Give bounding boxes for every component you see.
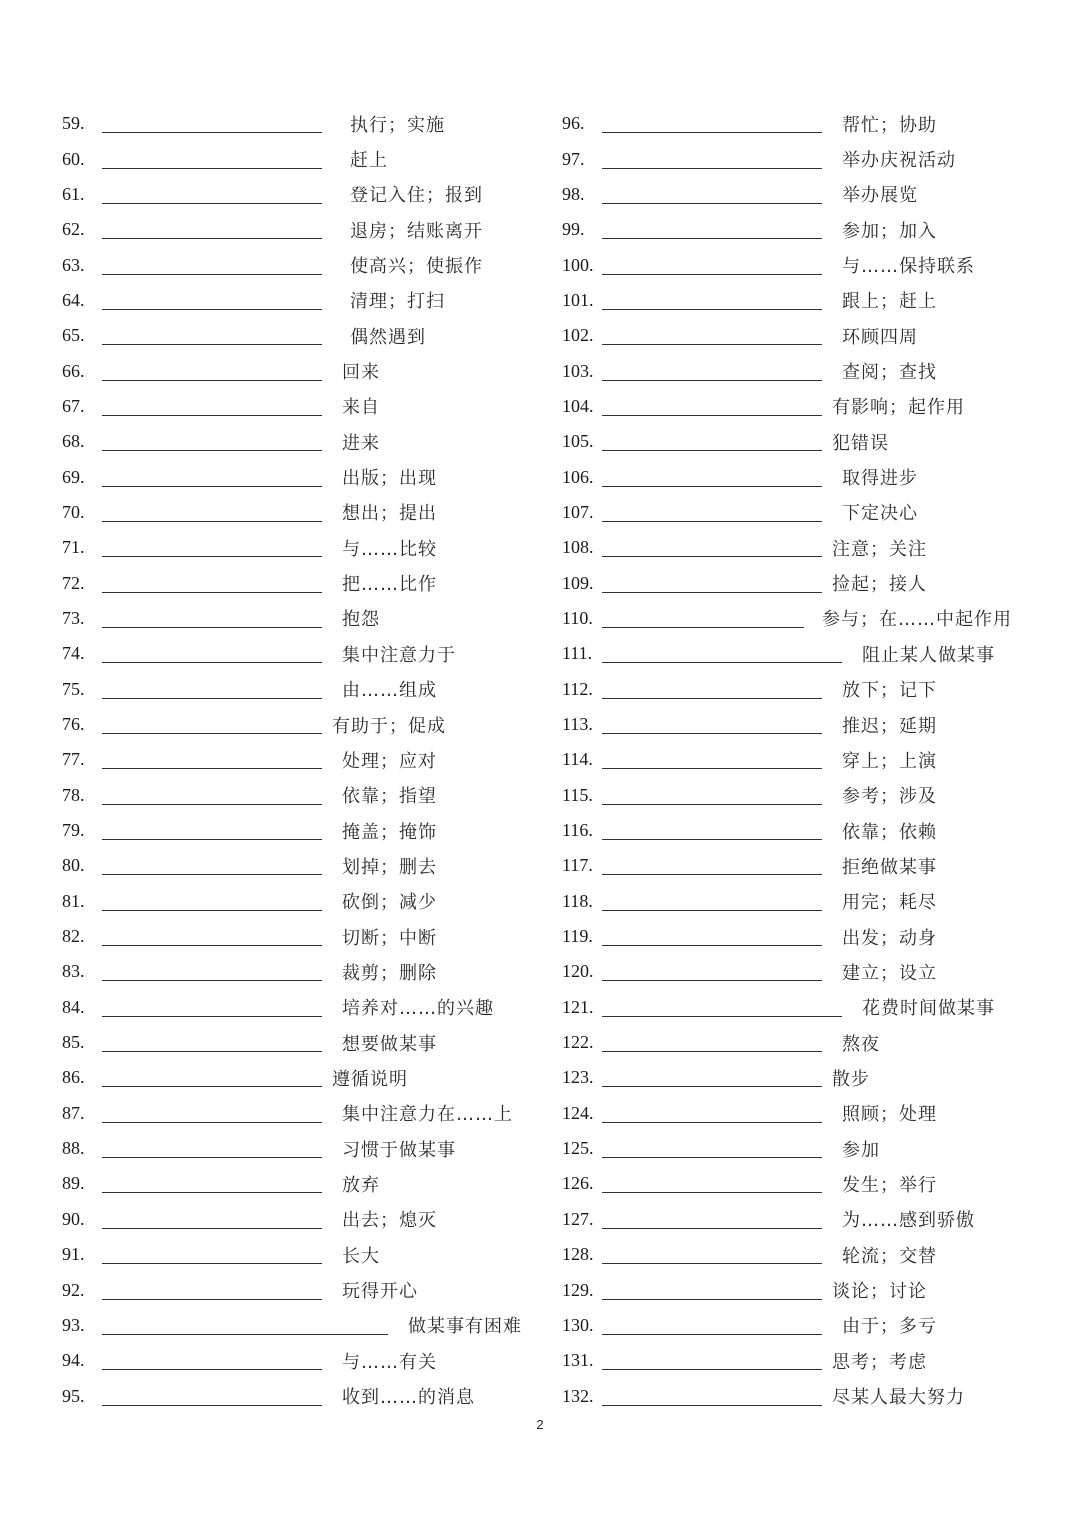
- item-number: 125.: [562, 1138, 594, 1159]
- answer-blank[interactable]: [602, 1312, 822, 1335]
- item-meaning: 捡起；接人: [832, 574, 927, 596]
- answer-blank[interactable]: [102, 711, 322, 734]
- item-number: 104.: [562, 395, 594, 416]
- item-meaning: 下定决心: [842, 503, 918, 525]
- item-meaning: 拒绝做某事: [842, 856, 937, 878]
- exercise-item: [562, 1096, 1012, 1131]
- exercise-item: [62, 1343, 522, 1378]
- item-meaning: 阻止某人做某事: [862, 644, 995, 666]
- item-number: 76.: [62, 714, 85, 735]
- item-meaning: 放下；记下: [842, 680, 937, 702]
- item-meaning: 由……组成: [342, 680, 437, 702]
- answer-blank[interactable]: [102, 1312, 388, 1335]
- answer-blank[interactable]: [102, 1206, 322, 1229]
- item-meaning: 出发；动身: [842, 927, 937, 949]
- exercise-item: [62, 106, 522, 141]
- item-meaning: 登记入住；报到: [350, 185, 483, 207]
- item-number: 83.: [62, 961, 85, 982]
- item-meaning: 来自: [342, 397, 380, 419]
- exercise-item: [562, 283, 1012, 318]
- answer-blank[interactable]: [102, 605, 322, 628]
- item-number: 93.: [62, 1314, 85, 1335]
- item-number: 100.: [562, 254, 594, 275]
- item-meaning: 依靠；依赖: [842, 821, 937, 843]
- item-meaning: 做某事有困难: [408, 1316, 522, 1338]
- answer-blank[interactable]: [102, 1064, 322, 1087]
- answer-blank[interactable]: [602, 464, 822, 487]
- item-meaning: 注意；关注: [832, 538, 927, 560]
- item-number: 88.: [62, 1138, 85, 1159]
- answer-blank[interactable]: [102, 640, 322, 663]
- item-number: 129.: [562, 1279, 594, 1300]
- answer-blank[interactable]: [102, 1100, 322, 1123]
- exercise-item: [62, 1308, 522, 1343]
- exercise-item: [562, 672, 1012, 707]
- item-number: 114.: [562, 749, 593, 770]
- answer-blank[interactable]: [602, 1135, 822, 1158]
- item-meaning: 有助于；促成: [332, 715, 446, 737]
- answer-blank[interactable]: [602, 994, 842, 1017]
- item-meaning: 遵循说明: [332, 1068, 408, 1090]
- item-number: 120.: [562, 961, 594, 982]
- item-number: 80.: [62, 855, 85, 876]
- exercise-item: [62, 707, 522, 742]
- item-meaning: 回来: [342, 362, 380, 384]
- item-meaning: 熬夜: [842, 1033, 880, 1055]
- answer-blank[interactable]: [602, 852, 822, 875]
- item-meaning: 与……比较: [342, 538, 437, 560]
- item-meaning: 使高兴；使振作: [350, 256, 483, 278]
- exercise-item: [62, 884, 522, 919]
- item-number: 64.: [62, 289, 85, 310]
- item-meaning: 把……比作: [342, 574, 437, 596]
- exercise-item: [62, 954, 522, 989]
- item-number: 62.: [62, 219, 85, 240]
- item-meaning: 偶然遇到: [350, 326, 426, 348]
- exercise-item: [562, 1060, 1012, 1095]
- answer-blank[interactable]: [102, 534, 322, 557]
- exercise-item: [562, 848, 1012, 883]
- item-meaning: 收到……的消息: [342, 1387, 475, 1409]
- exercise-item: [562, 990, 1012, 1025]
- item-meaning: 掩盖；掩饰: [342, 821, 437, 843]
- answer-blank[interactable]: [102, 1029, 322, 1052]
- item-number: 124.: [562, 1102, 594, 1123]
- item-number: 68.: [62, 431, 85, 452]
- exercise-item: [562, 565, 1012, 600]
- exercise-item: [562, 707, 1012, 742]
- answer-blank[interactable]: [602, 958, 822, 981]
- answer-blank[interactable]: [102, 1277, 322, 1300]
- exercise-item: [62, 1237, 522, 1272]
- exercise-item: [562, 212, 1012, 247]
- item-meaning: 帮忙；协助: [842, 114, 937, 136]
- answer-blank[interactable]: [602, 252, 822, 275]
- item-number: 98.: [562, 183, 585, 204]
- exercise-item: [62, 813, 522, 848]
- exercise-item: [562, 389, 1012, 424]
- item-number: 84.: [62, 996, 85, 1017]
- exercise-item: [562, 247, 1012, 282]
- answer-blank[interactable]: [102, 1241, 322, 1264]
- answer-blank[interactable]: [102, 358, 322, 381]
- exercise-item: [562, 601, 1012, 636]
- answer-blank[interactable]: [102, 746, 322, 769]
- item-meaning: 执行；实施: [350, 114, 445, 136]
- answer-blank[interactable]: [102, 216, 322, 239]
- exercise-item: [562, 318, 1012, 353]
- item-meaning: 参与；在……中起作用: [822, 609, 1012, 631]
- item-number: 106.: [562, 466, 594, 487]
- answer-blank[interactable]: [602, 499, 822, 522]
- item-number: 128.: [562, 1244, 594, 1265]
- exercise-item: [562, 1343, 1012, 1378]
- item-number: 132.: [562, 1385, 594, 1406]
- answer-blank[interactable]: [602, 1347, 822, 1370]
- exercise-item: [62, 283, 522, 318]
- answer-blank[interactable]: [102, 428, 322, 451]
- page-number: 2: [536, 1417, 544, 1432]
- item-meaning: 参加；加入: [842, 220, 937, 242]
- item-number: 99.: [562, 219, 585, 240]
- item-number: 116.: [562, 820, 593, 841]
- exercise-item: [62, 318, 522, 353]
- answer-blank[interactable]: [102, 464, 322, 487]
- exercise-item: [562, 1166, 1012, 1201]
- exercise-item: [62, 495, 522, 530]
- exercise-item: [62, 601, 522, 636]
- item-meaning: 处理；应对: [342, 750, 437, 772]
- exercise-item: [562, 459, 1012, 494]
- item-number: 90.: [62, 1208, 85, 1229]
- item-number: 127.: [562, 1208, 594, 1229]
- item-number: 130.: [562, 1314, 594, 1335]
- exercise-item: [62, 848, 522, 883]
- exercise-item: [62, 778, 522, 813]
- item-meaning: 砍倒；减少: [342, 892, 437, 914]
- item-number: 71.: [62, 537, 85, 558]
- answer-blank[interactable]: [602, 146, 822, 169]
- answer-blank[interactable]: [102, 817, 322, 840]
- item-number: 70.: [62, 501, 85, 522]
- item-meaning: 依靠；指望: [342, 786, 437, 808]
- item-number: 97.: [562, 148, 585, 169]
- answer-blank[interactable]: [602, 676, 822, 699]
- item-number: 96.: [562, 113, 585, 134]
- answer-blank[interactable]: [102, 676, 322, 699]
- item-number: 105.: [562, 431, 594, 452]
- item-number: 110.: [562, 607, 593, 628]
- exercise-item: [562, 1131, 1012, 1166]
- exercise-item: [562, 778, 1012, 813]
- item-number: 117.: [562, 855, 593, 876]
- item-meaning: 犯错误: [832, 432, 889, 454]
- exercise-item: [62, 424, 522, 459]
- item-meaning: 集中注意力于: [342, 644, 456, 666]
- answer-blank[interactable]: [602, 322, 822, 345]
- item-meaning: 用完；耗尽: [842, 892, 937, 914]
- exercise-item: [62, 212, 522, 247]
- item-number: 121.: [562, 996, 594, 1017]
- answer-blank[interactable]: [102, 393, 322, 416]
- answer-blank[interactable]: [102, 1135, 322, 1158]
- answer-blank[interactable]: [102, 110, 322, 133]
- item-number: 77.: [62, 749, 85, 770]
- answer-blank[interactable]: [602, 181, 822, 204]
- exercise-item: [62, 353, 522, 388]
- answer-blank[interactable]: [602, 1029, 822, 1052]
- answer-blank[interactable]: [102, 181, 322, 204]
- item-meaning: 培养对……的兴趣: [342, 998, 494, 1020]
- item-meaning: 环顾四周: [842, 326, 918, 348]
- answer-blank[interactable]: [602, 287, 822, 310]
- item-meaning: 跟上；赶上: [842, 291, 937, 313]
- answer-blank[interactable]: [602, 640, 842, 663]
- answer-blank[interactable]: [102, 923, 322, 946]
- exercise-item: [62, 672, 522, 707]
- item-meaning: 长大: [342, 1245, 380, 1267]
- right-column: [562, 106, 1012, 1414]
- answer-blank[interactable]: [602, 1100, 822, 1123]
- answer-blank[interactable]: [102, 287, 322, 310]
- exercise-item: [562, 353, 1012, 388]
- item-number: 91.: [62, 1244, 85, 1265]
- item-number: 94.: [62, 1350, 85, 1371]
- item-number: 87.: [62, 1102, 85, 1123]
- answer-blank[interactable]: [102, 852, 322, 875]
- answer-blank[interactable]: [102, 499, 322, 522]
- item-meaning: 举办展览: [842, 185, 918, 207]
- item-meaning: 出去；熄灭: [342, 1210, 437, 1232]
- exercise-item: [562, 1202, 1012, 1237]
- exercise-item: [62, 919, 522, 954]
- item-meaning: 照顾；处理: [842, 1104, 937, 1126]
- item-number: 86.: [62, 1067, 85, 1088]
- exercise-item: [62, 1096, 522, 1131]
- answer-blank[interactable]: [602, 1170, 822, 1193]
- exercise-item: [562, 530, 1012, 565]
- item-number: 81.: [62, 890, 85, 911]
- item-number: 102.: [562, 325, 594, 346]
- answer-blank[interactable]: [102, 570, 322, 593]
- exercise-item: [62, 1202, 522, 1237]
- item-meaning: 参考；涉及: [842, 786, 937, 808]
- item-number: 73.: [62, 607, 85, 628]
- item-meaning: 抱怨: [342, 609, 380, 631]
- exercise-item: [62, 1131, 522, 1166]
- answer-blank[interactable]: [602, 216, 822, 239]
- exercise-item: [562, 1308, 1012, 1343]
- answer-blank[interactable]: [102, 1347, 322, 1370]
- item-meaning: 谈论；讨论: [832, 1281, 927, 1303]
- answer-blank[interactable]: [102, 782, 322, 805]
- item-number: 61.: [62, 183, 85, 204]
- answer-blank[interactable]: [602, 888, 822, 911]
- answer-blank[interactable]: [102, 994, 322, 1017]
- exercise-item: [562, 106, 1012, 141]
- item-number: 126.: [562, 1173, 594, 1194]
- item-number: 66.: [62, 360, 85, 381]
- item-meaning: 进来: [342, 432, 380, 454]
- answer-blank[interactable]: [102, 1383, 322, 1406]
- item-meaning: 思考；考虑: [832, 1351, 927, 1373]
- exercise-item: [62, 1272, 522, 1307]
- item-number: 75.: [62, 678, 85, 699]
- answer-blank[interactable]: [102, 146, 322, 169]
- answer-blank[interactable]: [602, 358, 822, 381]
- item-number: 123.: [562, 1067, 594, 1088]
- answer-blank[interactable]: [102, 252, 322, 275]
- item-meaning: 举办庆祝活动: [842, 150, 956, 172]
- exercise-item: [562, 742, 1012, 777]
- item-number: 122.: [562, 1032, 594, 1053]
- exercise-item: [62, 1060, 522, 1095]
- item-meaning: 与……保持联系: [842, 256, 975, 278]
- item-meaning: 由于；多亏: [842, 1316, 937, 1338]
- exercise-item: [562, 919, 1012, 954]
- item-number: 89.: [62, 1173, 85, 1194]
- exercise-item: [62, 389, 522, 424]
- item-meaning: 查阅；查找: [842, 362, 937, 384]
- item-number: 82.: [62, 926, 85, 947]
- item-meaning: 推迟；延期: [842, 715, 937, 737]
- answer-blank[interactable]: [602, 1277, 822, 1300]
- item-number: 63.: [62, 254, 85, 275]
- item-number: 109.: [562, 572, 594, 593]
- answer-blank[interactable]: [602, 1383, 822, 1406]
- item-meaning: 集中注意力在……上: [342, 1104, 513, 1126]
- answer-blank[interactable]: [602, 1064, 822, 1087]
- answer-blank[interactable]: [602, 923, 822, 946]
- item-number: 74.: [62, 643, 85, 664]
- item-number: 72.: [62, 572, 85, 593]
- item-meaning: 轮流；交替: [842, 1245, 937, 1267]
- item-number: 60.: [62, 148, 85, 169]
- item-meaning: 退房；结账离开: [350, 220, 483, 242]
- exercise-item: [562, 495, 1012, 530]
- exercise-item: [62, 1166, 522, 1201]
- item-meaning: 想出；提出: [342, 503, 437, 525]
- item-number: 65.: [62, 325, 85, 346]
- item-meaning: 裁剪；删除: [342, 962, 437, 984]
- answer-blank[interactable]: [102, 888, 322, 911]
- item-number: 79.: [62, 820, 85, 841]
- exercise-item: [62, 1378, 522, 1413]
- exercise-item: [62, 247, 522, 282]
- item-number: 85.: [62, 1032, 85, 1053]
- item-meaning: 切断；中断: [342, 927, 437, 949]
- item-meaning: 放弃: [342, 1174, 380, 1196]
- exercise-item: [562, 1025, 1012, 1060]
- item-meaning: 玩得开心: [342, 1281, 418, 1303]
- item-meaning: 散步: [832, 1068, 870, 1090]
- item-meaning: 为……感到骄傲: [842, 1210, 975, 1232]
- exercise-item: [562, 141, 1012, 176]
- answer-blank[interactable]: [602, 393, 822, 416]
- item-number: 111.: [562, 643, 593, 664]
- answer-blank[interactable]: [602, 428, 822, 451]
- item-number: 107.: [562, 501, 594, 522]
- item-meaning: 赶上: [350, 150, 388, 172]
- exercise-item: [562, 954, 1012, 989]
- item-meaning: 有影响；起作用: [832, 397, 965, 419]
- exercise-item: [62, 459, 522, 494]
- exercise-item: [62, 1025, 522, 1060]
- answer-blank[interactable]: [602, 746, 822, 769]
- item-number: 67.: [62, 395, 85, 416]
- answer-blank[interactable]: [102, 322, 322, 345]
- exercise-item: [62, 530, 522, 565]
- item-meaning: 穿上；上演: [842, 750, 937, 772]
- exercise-item: [562, 1378, 1012, 1413]
- item-meaning: 参加: [842, 1139, 880, 1161]
- item-number: 95.: [62, 1385, 85, 1406]
- item-meaning: 出版；出现: [342, 468, 437, 490]
- item-number: 118.: [562, 890, 593, 911]
- answer-blank[interactable]: [102, 958, 322, 981]
- item-meaning: 建立；设立: [842, 962, 937, 984]
- answer-blank[interactable]: [102, 1170, 322, 1193]
- item-number: 59.: [62, 113, 85, 134]
- exercise-item: [62, 177, 522, 212]
- answer-blank[interactable]: [602, 534, 822, 557]
- item-number: 92.: [62, 1279, 85, 1300]
- item-number: 131.: [562, 1350, 594, 1371]
- item-meaning: 发生；举行: [842, 1174, 937, 1196]
- item-number: 112.: [562, 678, 593, 699]
- exercise-item: [562, 636, 1012, 671]
- answer-blank[interactable]: [602, 711, 822, 734]
- item-meaning: 想要做某事: [342, 1033, 437, 1055]
- answer-blank[interactable]: [602, 570, 822, 593]
- item-meaning: 习惯于做某事: [342, 1139, 456, 1161]
- answer-blank[interactable]: [602, 782, 822, 805]
- item-meaning: 花费时间做某事: [862, 998, 995, 1020]
- item-number: 113.: [562, 714, 593, 735]
- exercise-item: [562, 177, 1012, 212]
- item-number: 115.: [562, 784, 593, 805]
- item-number: 78.: [62, 784, 85, 805]
- item-number: 69.: [62, 466, 85, 487]
- left-column: [62, 106, 522, 1414]
- item-number: 108.: [562, 537, 594, 558]
- exercise-item: [62, 636, 522, 671]
- answer-blank[interactable]: [602, 605, 804, 628]
- exercise-item: [62, 141, 522, 176]
- item-meaning: 与……有关: [342, 1351, 437, 1373]
- item-number: 103.: [562, 360, 594, 381]
- exercise-item: [62, 990, 522, 1025]
- item-number: 101.: [562, 289, 594, 310]
- item-number: 119.: [562, 926, 593, 947]
- exercise-item: [562, 813, 1012, 848]
- answer-blank[interactable]: [602, 110, 822, 133]
- item-meaning: 取得进步: [842, 468, 918, 490]
- exercise-item: [62, 742, 522, 777]
- item-meaning: 尽某人最大努力: [832, 1387, 965, 1409]
- item-meaning: 清理；打扫: [350, 291, 445, 313]
- exercise-item: [562, 1237, 1012, 1272]
- answer-blank[interactable]: [602, 1206, 822, 1229]
- exercise-item: [62, 565, 522, 600]
- exercise-item: [562, 424, 1012, 459]
- answer-blank[interactable]: [602, 817, 822, 840]
- exercise-item: [562, 884, 1012, 919]
- exercise-item: [562, 1272, 1012, 1307]
- item-meaning: 划掉；删去: [342, 856, 437, 878]
- answer-blank[interactable]: [602, 1241, 822, 1264]
